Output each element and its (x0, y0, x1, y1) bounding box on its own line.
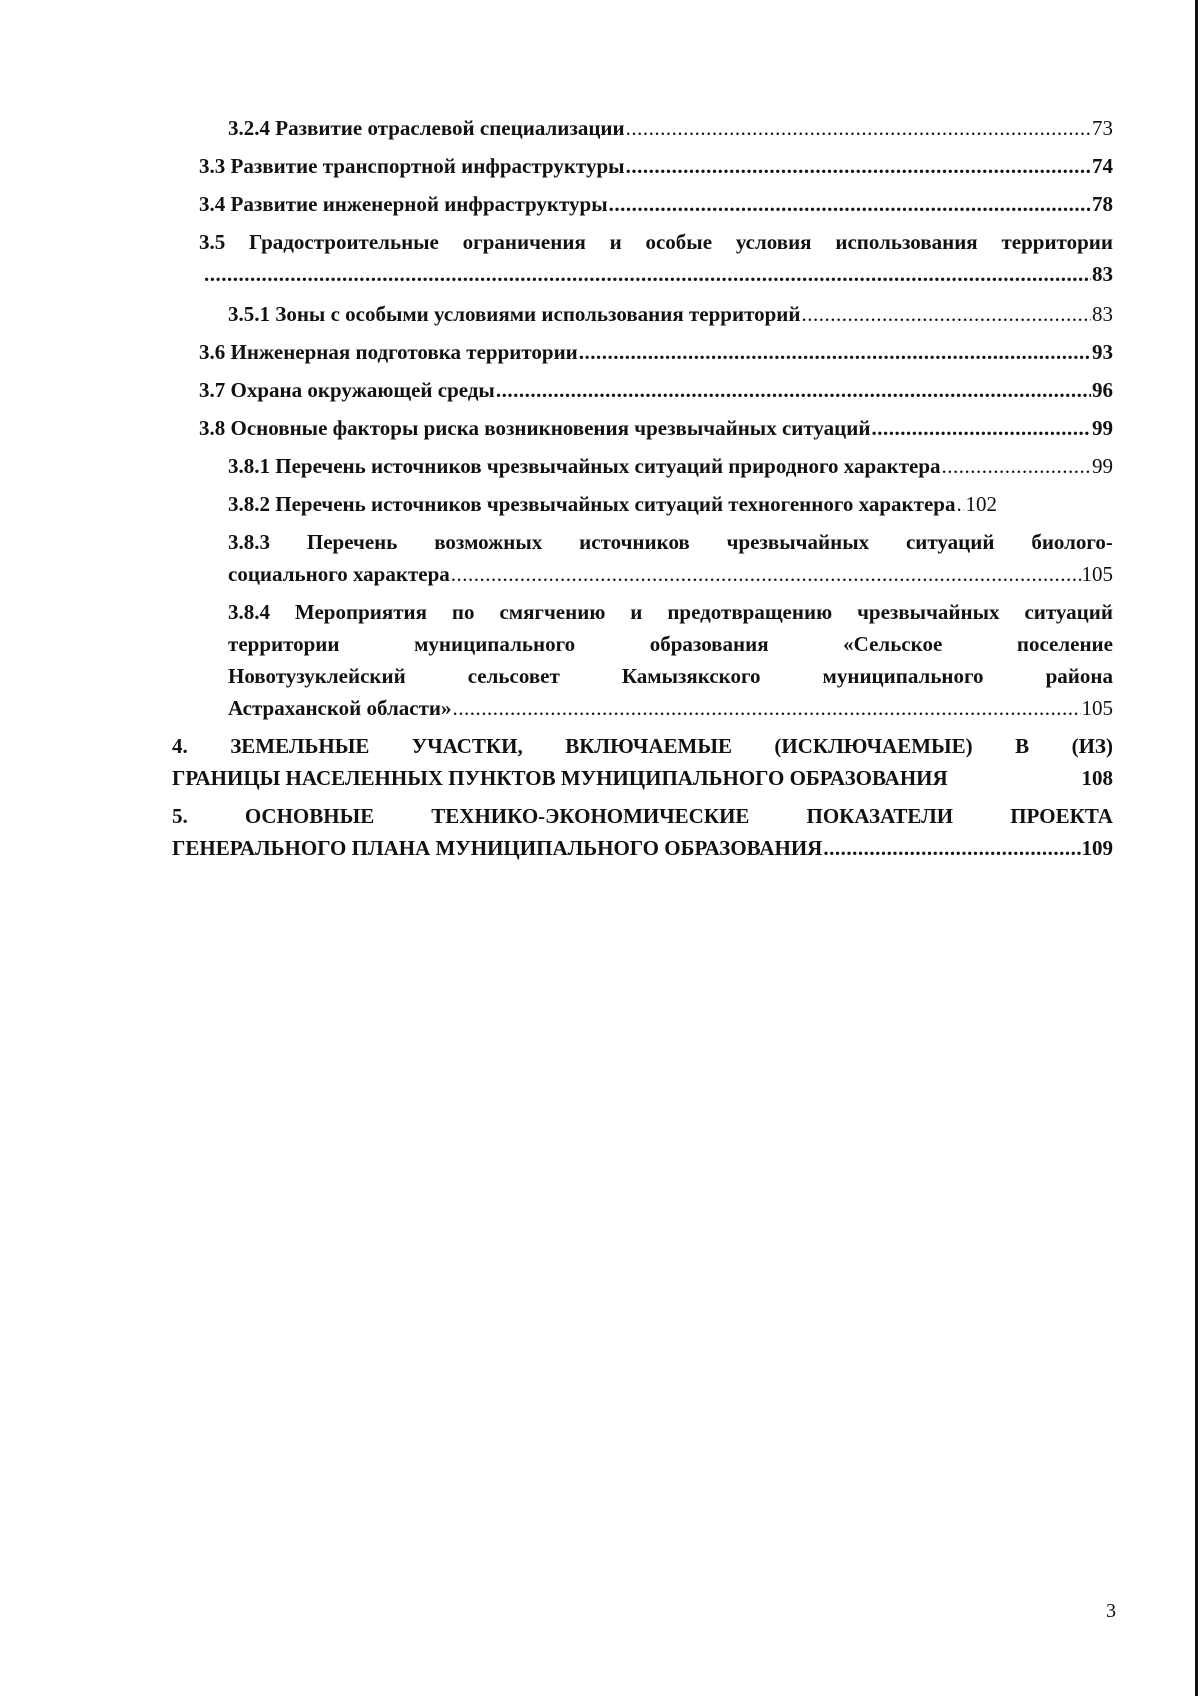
word: ситуаций (905, 530, 995, 554)
toc-entry-page: 73 (1092, 116, 1113, 140)
toc-entry-3-8-4-line-2 (228, 631, 1113, 657)
word: чрезвычайных (726, 530, 870, 554)
dot-leader (609, 191, 1091, 217)
word: Новотузуклейский (228, 664, 406, 688)
word: района (1045, 664, 1113, 688)
toc-entry-3-8-1[interactable] (228, 453, 1113, 479)
word: ПРОЕКТА (1010, 804, 1113, 828)
toc-entry-title: Астраханской области» (228, 696, 452, 720)
word: Камызякского (621, 664, 761, 688)
toc-entry-4-continuation[interactable] (172, 765, 1113, 791)
toc-entry-page: 108 (1081, 766, 1113, 790)
word: муниципального (414, 632, 576, 656)
dot-leader (579, 339, 1091, 365)
word: ситуаций (1024, 600, 1113, 624)
toc-entry-title: 3.6 Инженерная подготовка территории (199, 340, 578, 364)
toc-entry-title: 3.7 Охрана окружающей среды (199, 378, 495, 402)
toc-entry-4[interactable] (172, 733, 1113, 759)
word: ОСНОВНЫЕ (244, 804, 375, 828)
word: территории (1001, 230, 1113, 254)
word: условия (735, 230, 812, 254)
toc-entry-title: 3.4 Развитие инженерной инфраструктуры (199, 192, 608, 216)
toc-entry-page: 102 (965, 492, 997, 516)
word: (ИСКЛЮЧАЕМЫЕ) (774, 734, 973, 758)
word: (ИЗ) (1071, 734, 1113, 758)
toc-entry-3-8-3-continuation[interactable] (228, 561, 1113, 587)
toc-entry-page: 96 (1092, 378, 1113, 402)
toc-entry-page: 99 (1092, 416, 1113, 440)
toc-entry-title: 3.8.2 Перечень источников чрезвычайных ситуаций техногенного характера (228, 492, 956, 516)
toc-entry-3-6[interactable] (199, 339, 1113, 365)
word: 3.5 (199, 230, 226, 254)
word: Мероприятия (294, 600, 427, 624)
word: возможных (434, 530, 543, 554)
dot-leader (871, 415, 1091, 441)
toc-entry-page: 105 (1081, 696, 1113, 720)
toc-entry-3-8-2[interactable] (228, 491, 1113, 517)
word: источников (579, 530, 690, 554)
word: предотвращению (667, 600, 833, 624)
dot-leader (626, 115, 1091, 141)
toc-entry-3-5-continuation[interactable] (203, 261, 1113, 287)
toc-entry-title: социального характера (228, 562, 450, 586)
toc-entry-page: 74 (1092, 154, 1113, 178)
toc-entry-page: 83 (1092, 302, 1113, 326)
word: сельсовет (467, 664, 560, 688)
dot-leader (626, 153, 1091, 179)
dot-leader (942, 453, 1091, 479)
word: Перечень (306, 530, 398, 554)
word: ограничения (462, 230, 586, 254)
word: 3.8.3 (228, 530, 270, 554)
toc-entry-3-8-4-continuation[interactable] (228, 695, 1113, 721)
word: 5. (172, 804, 188, 828)
toc-entry-title: 3.2.4 Развитие отраслевой специализации (228, 116, 625, 140)
word: по (451, 600, 475, 624)
toc-entry-title: 3.3 Развитие транспортной инфраструктуры (199, 154, 625, 178)
toc-entry-title: ГЕНЕРАЛЬНОГО ПЛАНА МУНИЦИПАЛЬНОГО ОБРАЗОВАНИЯ (172, 836, 823, 860)
toc-entry-3-5-1[interactable] (228, 301, 1113, 327)
word: особые (645, 230, 713, 254)
word: «Сельское (843, 632, 943, 656)
word: биолого- (1031, 530, 1113, 554)
word: УЧАСТКИ, (411, 734, 523, 758)
word: территории (228, 632, 340, 656)
toc-entry-3-4[interactable] (199, 191, 1113, 217)
word: использования (835, 230, 978, 254)
toc-entry-page: 99 (1092, 454, 1113, 478)
toc-entry-3-2-4[interactable] (228, 115, 1113, 141)
word: 3.8.4 (228, 600, 270, 624)
toc-entry-page: 78 (1092, 192, 1113, 216)
toc-entry-page: 105 (1081, 562, 1113, 586)
toc-entry-3-3[interactable] (199, 153, 1113, 179)
word: ВКЛЮЧАЕМЫЕ (565, 734, 732, 758)
toc-entry-page: 109 (1081, 836, 1113, 860)
dot-leader (802, 301, 1092, 327)
word: поселение (1016, 632, 1113, 656)
word: 4. (172, 734, 188, 758)
word: Градостроительные (249, 230, 439, 254)
word: чрезвычайных (857, 600, 1000, 624)
toc-entry-3-8-4[interactable] (228, 599, 1113, 625)
dot-leader (496, 377, 1091, 403)
dot-leader (451, 561, 1081, 587)
word: и (630, 600, 643, 624)
word: муниципального (822, 664, 984, 688)
word: образования (649, 632, 769, 656)
toc-entry-page: 83 (1092, 262, 1113, 286)
toc-entry-3-8-3[interactable] (228, 529, 1113, 555)
page-edge (1195, 0, 1198, 1696)
dot-leader (453, 695, 1081, 721)
word: ТЕХНИКО-ЭКОНОМИЧЕСКИЕ (431, 804, 750, 828)
word: и (609, 230, 622, 254)
toc-entry-3-5[interactable] (199, 229, 1113, 255)
toc-entry-title: 3.8 Основные факторы риска возникновения чрезвычайных ситуаций (199, 416, 871, 440)
dot-leader (823, 835, 1080, 861)
word: смягчению (499, 600, 606, 624)
toc-entry-title: ГРАНИЦЫ НАСЕЛЕННЫХ ПУНКТОВ МУНИЦИПАЛЬНОГО ОБРАЗОВАНИЯ (172, 766, 948, 790)
toc-entry-5[interactable] (172, 803, 1113, 829)
word: ЗЕМЕЛЬНЫЕ (230, 734, 370, 758)
toc-entry-page: 93 (1092, 340, 1113, 364)
toc-entry-title: 3.8.1 Перечень источников чрезвычайных ситуаций природного характера (228, 454, 941, 478)
word: В (1015, 734, 1030, 758)
page-number: 3 (1106, 1600, 1116, 1622)
dot-leader (204, 261, 1091, 287)
toc-entry-title: 3.5.1 Зоны с особыми условиями использования территорий (228, 302, 801, 326)
toc-entry-5-continuation[interactable] (172, 835, 1113, 861)
word: ПОКАЗАТЕЛИ (806, 804, 954, 828)
dot-leader (956, 491, 964, 517)
toc-entry-3-8-4-line-3 (228, 663, 1113, 689)
toc-entry-3-7[interactable] (199, 377, 1113, 403)
toc-entry-3-8[interactable] (199, 415, 1113, 441)
